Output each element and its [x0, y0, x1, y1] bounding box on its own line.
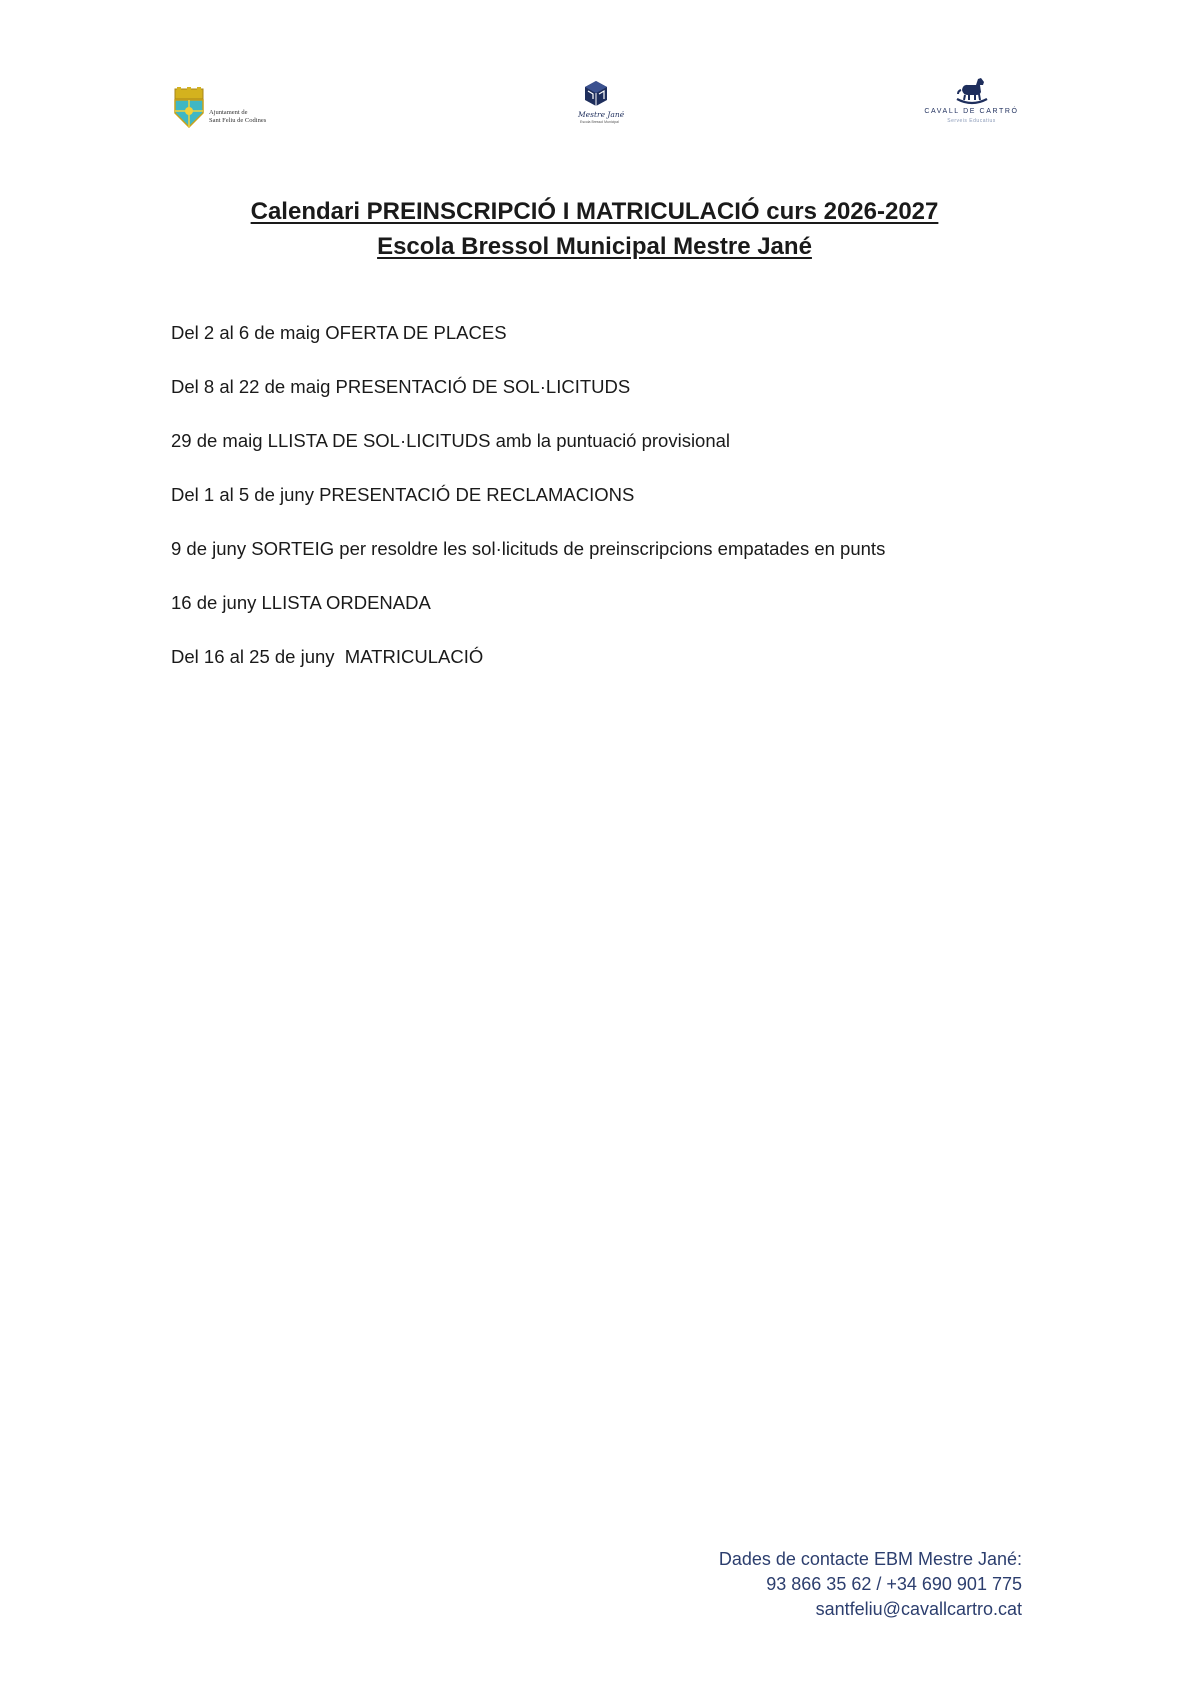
- schedule-item: Del 1 al 5 de juny PRESENTACIÓ DE RECLAMACIONS: [171, 484, 635, 505]
- contact-email: santfeliu@cavallcartro.cat: [815, 1599, 1022, 1619]
- cube-icon: [584, 80, 608, 108]
- schedule-list: [171, 320, 885, 698]
- crest-caption-line1: Ajuntament de: [209, 109, 248, 116]
- schedule-item: 9 de juny SORTEIG per resoldre les sol·licituds de preinscripcions empatades en punts: [171, 538, 886, 559]
- municipal-crest-icon: [173, 87, 205, 132]
- crest-caption: [209, 109, 266, 125]
- document-title: Calendari PREINSCRIPCIÓ I MATRICULACIÓ curs 2026-2027: [250, 198, 939, 225]
- contact-block: [719, 1547, 1022, 1622]
- cavall-de-cartro-sublabel: Serveis Educatius: [947, 118, 996, 124]
- crest-caption-line2: Sant Feliu de Codines: [209, 117, 267, 124]
- cavall-de-cartro-logo: [924, 76, 1019, 126]
- schedule-item: Del 8 al 22 de maig PRESENTACIÓ DE SOL·LICITUDS: [171, 376, 631, 397]
- contact-heading: Dades de contacte EBM Mestre Jané:: [718, 1549, 1022, 1569]
- mestre-jane-sublabel: Escola Bressol Municipal: [580, 120, 619, 124]
- rocking-horse-icon: [954, 76, 990, 106]
- mestre-jane-logo: [572, 80, 632, 126]
- schedule-item: 29 de maig LLISTA DE SOL·LICITUDS amb la puntuació provisional: [171, 430, 731, 451]
- cavall-de-cartro-label: CAVALL DE CARTRÓ: [924, 108, 1019, 115]
- document-subtitle: Escola Bressol Municipal Mestre Jané: [377, 233, 812, 260]
- schedule-item: Del 2 al 6 de maig OFERTA DE PLACES: [171, 322, 507, 343]
- ajuntament-logo: [173, 87, 293, 132]
- mestre-jane-label: Mestre Jané: [578, 110, 625, 119]
- schedule-item: Del 16 al 25 de juny MATRICULACIÓ: [171, 646, 484, 667]
- schedule-item: 16 de juny LLISTA ORDENADA: [171, 592, 431, 613]
- contact-phones: 93 866 35 62 / +34 690 901 775: [766, 1574, 1022, 1594]
